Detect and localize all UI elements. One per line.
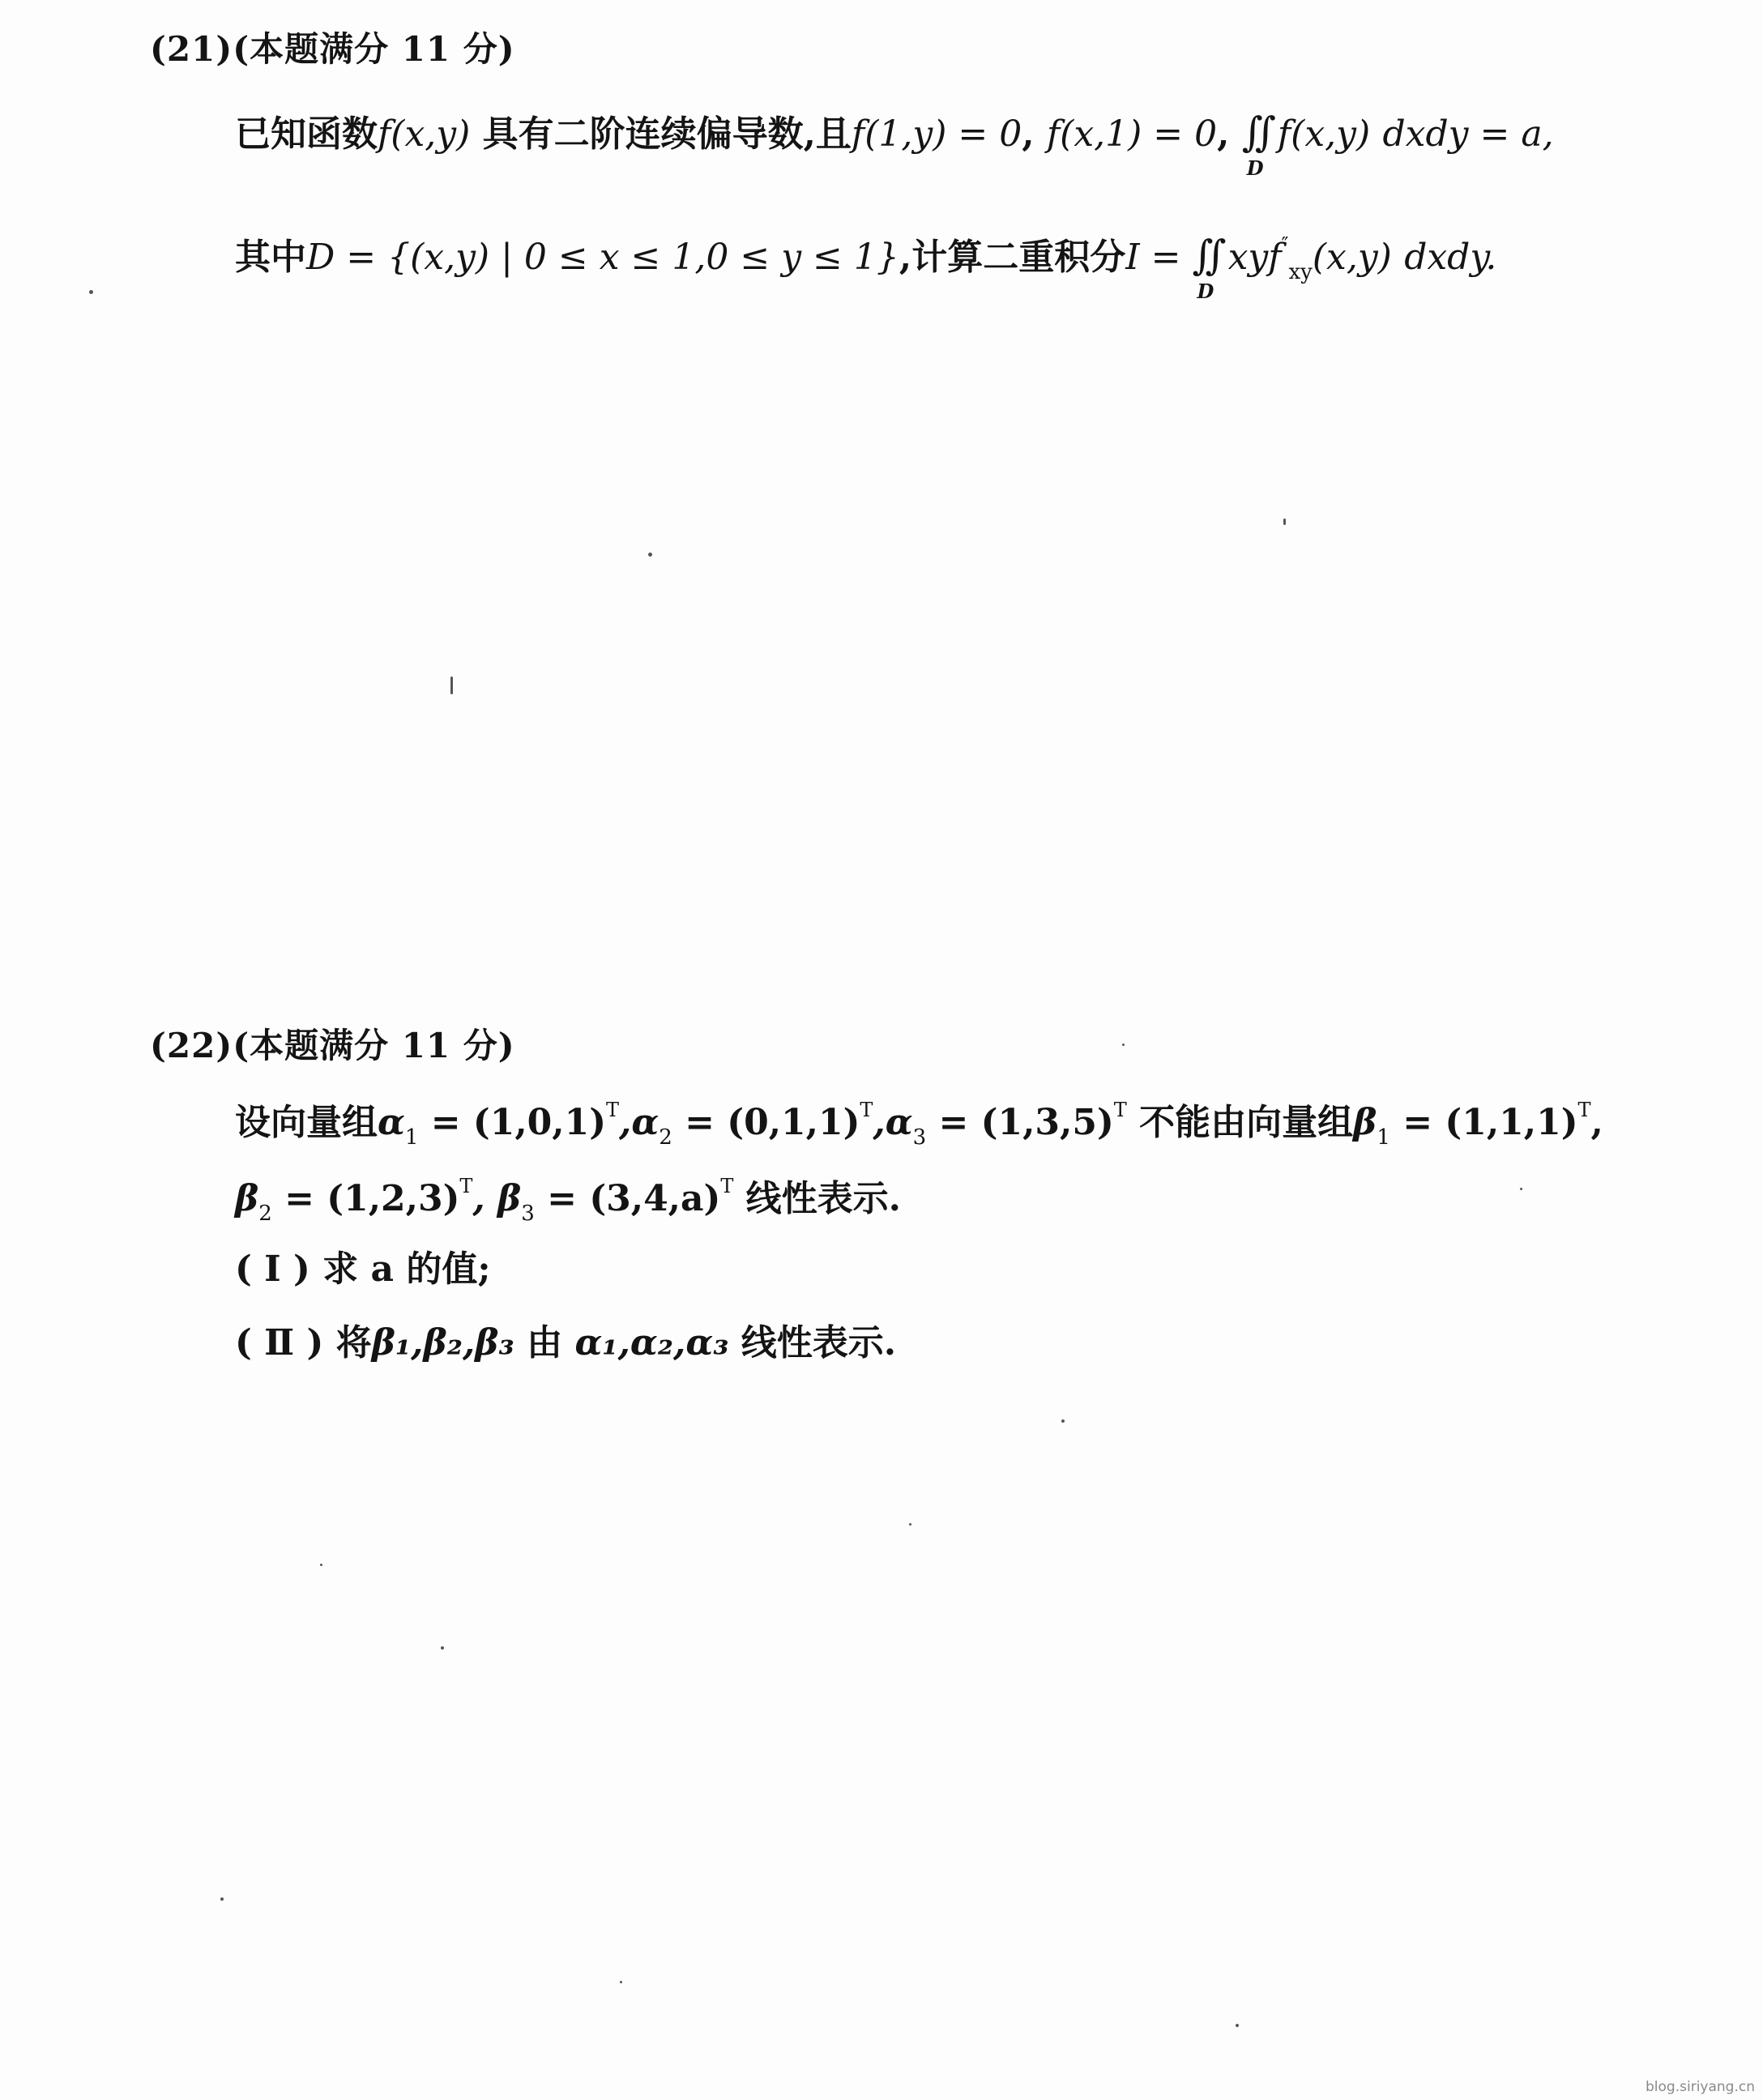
scan-speck: [320, 1564, 322, 1566]
integral-region: D: [1246, 156, 1264, 180]
subscript: 2: [659, 1125, 672, 1150]
subscript: 1: [1377, 1125, 1390, 1150]
vector-value: = (1,2,3): [271, 1178, 460, 1219]
part-text: 线性表示.: [728, 1322, 897, 1364]
text-fragment: 其中: [235, 237, 306, 278]
alpha-3: ,α: [873, 1102, 913, 1143]
q21-statement-line-1: [235, 109, 1554, 180]
scan-speck: [89, 290, 93, 294]
question-points: (本题满分 11 分): [233, 29, 515, 69]
text-fragment: 已知函数: [235, 113, 378, 155]
second-derivative-mark: ″: [1281, 233, 1289, 256]
question-number: (21): [150, 29, 233, 69]
scan-speck: [1122, 1044, 1125, 1046]
text-fragment: 设向量组: [235, 1102, 378, 1143]
vector-value: = (0,1,1): [672, 1102, 860, 1143]
transpose-mark: T: [860, 1099, 873, 1121]
alpha-1: α: [378, 1102, 405, 1143]
domain-definition: D = {(x,y) | 0 ≤ x ≤ 1,0 ≤ y ≤ 1}: [306, 237, 899, 278]
text-fragment: 具有二阶连续偏导数,且: [470, 113, 852, 155]
transpose-mark: T: [459, 1175, 473, 1197]
integral-name: I =: [1125, 237, 1193, 278]
q22-statement-line-1: [235, 1100, 1603, 1148]
part-label: ( Ⅱ ): [235, 1322, 324, 1364]
condition-1: f(1,y) = 0: [851, 113, 1022, 155]
transpose-mark: T: [1113, 1099, 1127, 1121]
scan-speck: [1236, 2024, 1239, 2027]
subscript: 1: [404, 1125, 419, 1150]
scan-speck: [1520, 1188, 1522, 1190]
differential: dxdy.: [1404, 237, 1497, 278]
double-integral-sign: ∫∫ D: [1241, 109, 1268, 180]
integrand: f(x,y): [1277, 113, 1371, 155]
beta-1: β: [1353, 1102, 1377, 1143]
double-integral-sign: ∫∫ D: [1192, 232, 1219, 303]
q22-part-1: [235, 1248, 491, 1290]
part-text: 求 a 的值;: [309, 1248, 491, 1290]
alpha-2: ,α: [619, 1102, 660, 1143]
integral-region: D: [1197, 280, 1214, 303]
transpose-mark: T: [606, 1099, 620, 1121]
punctuation: ,: [1590, 1102, 1603, 1143]
part-text: 将: [323, 1322, 372, 1364]
scan-speck: [648, 553, 652, 557]
scan-speck: [1061, 1419, 1065, 1423]
subscript: 3: [912, 1125, 927, 1150]
question-21-header: [150, 23, 515, 71]
q21-statement-line-2: [235, 232, 1497, 303]
beta-vectors: β₁,β₂,β₃: [371, 1322, 514, 1364]
punctuation: ,: [1217, 113, 1230, 155]
question-points: (本题满分 11 分): [233, 1026, 515, 1065]
transpose-mark: T: [1577, 1099, 1591, 1121]
partial-subscript: xy: [1288, 260, 1313, 284]
integrand: xyf: [1227, 237, 1282, 278]
subscript: 3: [521, 1202, 535, 1226]
vector-value: = (3,4,a): [534, 1178, 721, 1219]
alpha-vectors: α₁,α₂,α₃: [574, 1322, 729, 1364]
integrand-args: (x,y): [1312, 237, 1392, 278]
question-number: (22): [150, 1026, 233, 1065]
scan-speck: [1283, 519, 1286, 525]
beta-2: β: [235, 1178, 259, 1219]
scan-speck: [909, 1523, 911, 1526]
integral-value: = a,: [1468, 113, 1554, 155]
condition-2: f(x,1) = 0: [1046, 113, 1218, 155]
scan-speck: [220, 1897, 224, 1901]
watermark-text: blog.siriyang.cn: [1646, 2079, 1755, 2095]
vector-value: = (1,1,1): [1389, 1102, 1578, 1143]
text-fragment: 不能由向量组: [1126, 1102, 1354, 1143]
vector-value: = (1,0,1): [418, 1102, 607, 1143]
scan-speck: [450, 677, 453, 694]
text-fragment: 线性表示.: [733, 1178, 901, 1219]
question-22-header: [150, 1019, 515, 1068]
part-label: ( Ⅰ ): [235, 1248, 310, 1290]
punctuation: ,: [1022, 113, 1035, 155]
transpose-mark: T: [720, 1175, 734, 1197]
differential: dxdy: [1382, 113, 1469, 155]
function-symbol: f(x,y): [378, 113, 471, 155]
beta-3: , β: [472, 1178, 522, 1219]
scan-speck: [620, 1981, 622, 1983]
q22-statement-line-2: [235, 1176, 901, 1224]
text-fragment: ,计算二重积分: [899, 237, 1126, 278]
subscript: 2: [258, 1202, 272, 1226]
scan-speck: [441, 1646, 444, 1650]
part-text: 由: [514, 1322, 575, 1364]
q22-part-2: [235, 1322, 897, 1364]
vector-value: = (1,3,5): [926, 1102, 1114, 1143]
